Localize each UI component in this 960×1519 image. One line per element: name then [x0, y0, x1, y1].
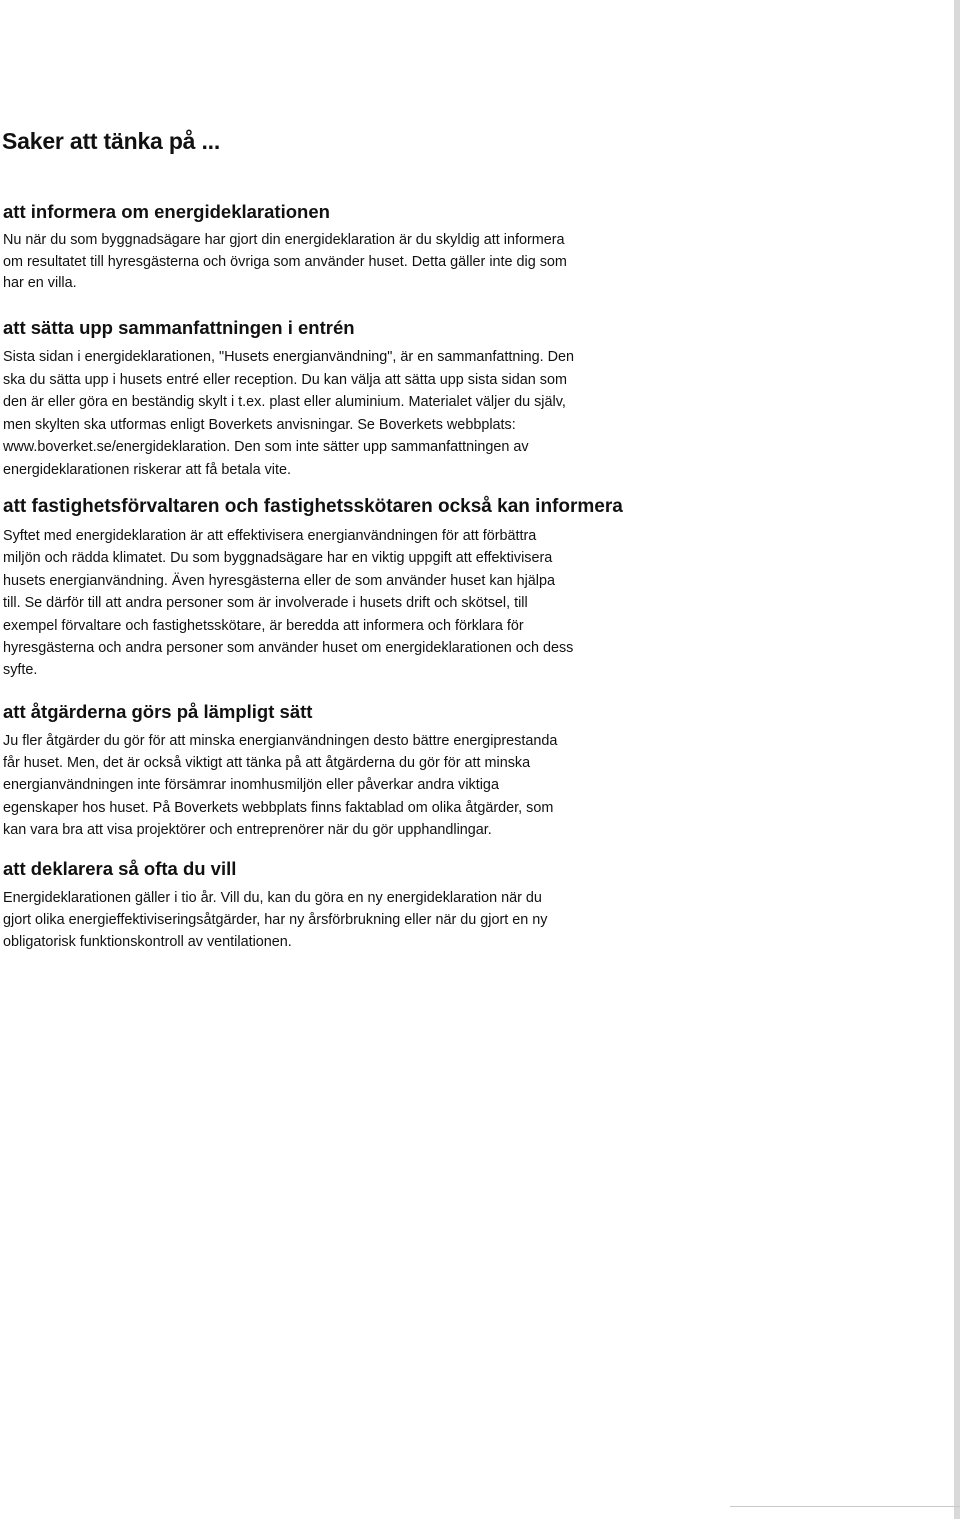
section-heading: att åtgärderna görs på lämpligt sätt	[3, 701, 313, 722]
section-heading: att deklarera så ofta du vill	[3, 858, 237, 879]
section-body	[3, 230, 567, 295]
section-measures-done-properly	[3, 700, 557, 841]
section-body	[3, 525, 623, 682]
scan-bottom-rule	[730, 1506, 960, 1507]
text-line: Nu när du som byggnadsägare har gjort din energideklaration är du skyldig att informera	[3, 232, 565, 248]
text-line: till. Se därför till att andra personer som är involverade i husets drift och skötsel, till	[3, 595, 528, 612]
text-line: Energideklarationen gäller i tio år. Vill du, kan du göra en ny energideklaration när du	[3, 890, 542, 906]
section-property-managers-inform	[3, 495, 623, 682]
text-line: Syftet med energideklaration är att effektivisera energianvändningen för att förbättra	[3, 528, 537, 544]
page-title: Saker att tänka på ...	[2, 128, 221, 154]
text-line: får huset. Men, det är också viktigt att tänka på att åtgärderna du gör för att minska	[3, 755, 531, 772]
section-heading: att informera om energideklarationen	[3, 201, 330, 222]
text-line: den är eller göra en beständig skylt i t.ex. plast eller aluminium. Materialet väljer du själv,	[3, 394, 566, 411]
text-line: obligatorisk funktionskontroll av ventilationen.	[3, 934, 292, 951]
text-line: men skylten ska utformas enligt Boverkets anvisningar. Se Boverkets webbplats:	[3, 416, 516, 433]
text-line: www.boverket.se/energideklaration. Den som inte sätter upp sammanfattningen av	[3, 439, 529, 456]
section-post-summary-in-entrance	[3, 316, 574, 482]
text-line: exempel förvaltare och fastighetsskötare, är beredda att informera och förklara för	[3, 617, 524, 634]
section-heading: att fastighetsförvaltaren och fastighetsskötaren också kan informera	[3, 496, 623, 517]
text-line: ska du sätta upp i husets entré eller reception. Du kan välja att sätta upp sista sidan som	[3, 371, 567, 388]
scan-edge-mark	[954, 0, 960, 1519]
text-line: husets energianvändning. Även hyresgästerna eller de som använder huset kan hjälpa	[3, 572, 556, 589]
text-line: miljön och rädda klimatet. Du som byggnadsägare har en viktig uppgift att effektivisera	[3, 550, 553, 567]
text-line: Sista sidan i energideklarationen, "Husets energianvändning", är en sammanfattning. Den	[3, 349, 574, 365]
section-body	[3, 730, 557, 841]
text-line: syfte.	[3, 662, 38, 679]
text-line: energideklarationen riskerar att få betala vite.	[3, 461, 291, 478]
text-line: hyresgästerna och andra personer som använder huset om energideklarationen och dess	[3, 640, 574, 657]
section-inform-about-declaration	[3, 200, 567, 295]
section-body	[3, 887, 547, 954]
text-line: gjort olika energieffektiviseringsåtgärder, har ny årsförbrukning eller när du gjort en ny	[3, 912, 548, 929]
text-line: om resultatet till hyresgästerna och övriga som använder huset. Detta gäller inte dig som	[3, 253, 567, 270]
text-line: energianvändningen inte försämrar inomhusmiljön eller påverkar andra viktiga	[3, 777, 499, 794]
section-heading: att sätta upp sammanfattningen i entrén	[3, 317, 355, 338]
section-declare-as-often-as-you-want	[3, 857, 547, 954]
section-body	[3, 346, 574, 482]
text-line: har en villa.	[3, 275, 77, 292]
text-line: kan vara bra att visa projektörer och entreprenörer när du gör upphandlingar.	[3, 821, 492, 838]
text-line: Ju fler åtgärder du gör för att minska energianvändningen desto bättre energiprestanda	[3, 733, 558, 749]
text-line: egenskaper hos huset. På Boverkets webbplats finns faktablad om olika åtgärder, som	[3, 799, 554, 816]
